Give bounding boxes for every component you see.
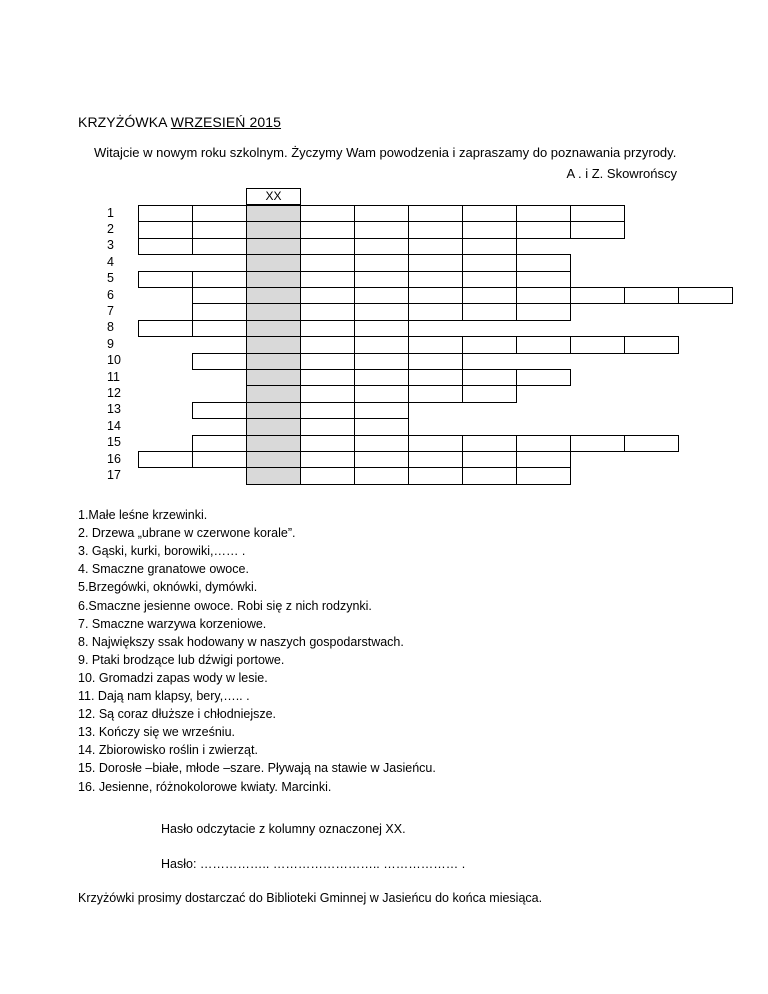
answer-cell[interactable]: [408, 254, 463, 271]
row-number: 6: [107, 287, 114, 302]
answer-cell[interactable]: [354, 336, 409, 353]
clue-item: 1.Małe leśne krzewinki.: [78, 508, 208, 522]
answer-cell[interactable]: [570, 336, 625, 353]
row-number: 8: [107, 320, 114, 335]
clue-item: 6.Smaczne jesienne owoce. Robi się z nich rodzynki.: [78, 598, 372, 613]
answer-cell[interactable]: [354, 287, 409, 304]
answer-cell[interactable]: [300, 205, 355, 222]
key-cell[interactable]: [246, 221, 301, 238]
answer-cell[interactable]: [354, 418, 409, 435]
answer-cell[interactable]: [516, 303, 571, 320]
clue-item: 11. Dają nam klapsy, bery,….. .: [78, 689, 250, 703]
footer-note: Krzyżówki prosimy dostarczać do Biblioteki Gminnej w Jasieńcu do końca miesiąca.: [78, 891, 543, 905]
answer-cell[interactable]: [300, 303, 355, 320]
answer-cell[interactable]: [192, 271, 247, 288]
answer-cell[interactable]: [408, 467, 463, 484]
key-cell[interactable]: [246, 271, 301, 288]
answer-cell[interactable]: [462, 451, 517, 468]
hint-text: Hasło odczytacie z kolumny oznaczonej XX.: [161, 822, 406, 836]
answer-cell[interactable]: [192, 303, 247, 320]
answer-cell[interactable]: [354, 353, 409, 370]
signature: A . i Z. Skowrońscy: [566, 166, 677, 181]
intro-text: Witajcie w nowym roku szkolnym. Życzymy Wam powodzenia i zapraszamy do poznawania przyrody.: [94, 145, 677, 160]
answer-cell[interactable]: [408, 369, 463, 386]
row-number: 7: [107, 303, 114, 318]
answer-line: Hasło: …………….. …………………….. ……………… .: [161, 857, 466, 871]
answer-cell[interactable]: [300, 418, 355, 435]
crossword-title: [78, 114, 281, 130]
answer-cell[interactable]: [300, 336, 355, 353]
answer-cell[interactable]: [300, 287, 355, 304]
answer-cell[interactable]: [516, 467, 571, 484]
answer-cell[interactable]: [516, 221, 571, 238]
key-column-label: XX: [246, 188, 301, 205]
key-cell[interactable]: [246, 238, 301, 255]
row-number: 13: [107, 402, 121, 417]
answer-cell[interactable]: [192, 320, 247, 337]
clue-item: 8. Największy ssak hodowany w naszych gospodarstwach.: [78, 634, 404, 649]
answer-cell[interactable]: [354, 238, 409, 255]
key-cell[interactable]: [246, 303, 301, 320]
answer-cell[interactable]: [624, 287, 679, 304]
title-prefix: KRZYŻÓWKA: [78, 114, 167, 130]
clue-item: 12. Są coraz dłuższe i chłodniejsze.: [78, 707, 277, 722]
answer-cell[interactable]: [462, 435, 517, 452]
key-cell[interactable]: [246, 369, 301, 386]
answer-cell[interactable]: [408, 435, 463, 452]
row-number: 1: [107, 205, 114, 220]
answer-cell[interactable]: [408, 205, 463, 222]
row-number: 12: [107, 385, 121, 400]
answer-cell[interactable]: [192, 205, 247, 222]
answer-cell[interactable]: [300, 238, 355, 255]
answer-cell[interactable]: [408, 221, 463, 238]
answer-cell[interactable]: [408, 238, 463, 255]
title-month: WRZESIEŃ 2015: [170, 114, 282, 130]
key-cell[interactable]: [246, 451, 301, 468]
answer-cell[interactable]: [678, 287, 733, 304]
answer-cell[interactable]: [138, 205, 193, 222]
row-number: 17: [107, 467, 121, 482]
answer-cell[interactable]: [300, 254, 355, 271]
answer-cell[interactable]: [570, 435, 625, 452]
answer-cell[interactable]: [192, 402, 247, 419]
answer-cell[interactable]: [624, 336, 679, 353]
answer-cell[interactable]: [138, 221, 193, 238]
answer-cell[interactable]: [192, 353, 247, 370]
answer-cell[interactable]: [408, 385, 463, 402]
answer-cell[interactable]: [354, 205, 409, 222]
answer-cell[interactable]: [516, 435, 571, 452]
answer-cell[interactable]: [300, 402, 355, 419]
key-cell[interactable]: [246, 320, 301, 337]
answer-cell[interactable]: [408, 287, 463, 304]
answer-cell[interactable]: [300, 385, 355, 402]
answer-cell[interactable]: [354, 303, 409, 320]
answer-cell[interactable]: [300, 320, 355, 337]
key-cell[interactable]: [246, 336, 301, 353]
answer-cell[interactable]: [462, 254, 517, 271]
clue-item: 9. Ptaki brodzące lub dźwigi portowe.: [78, 652, 285, 667]
key-cell[interactable]: [246, 435, 301, 452]
answer-cell[interactable]: [354, 221, 409, 238]
answer-cell[interactable]: [354, 402, 409, 419]
answer-cell[interactable]: [354, 435, 409, 452]
key-cell[interactable]: [246, 353, 301, 370]
key-cell[interactable]: [246, 205, 301, 222]
row-number: 14: [107, 418, 121, 433]
answer-cell[interactable]: [354, 254, 409, 271]
answer-cell[interactable]: [570, 287, 625, 304]
answer-cell[interactable]: [462, 336, 517, 353]
answer-cell[interactable]: [462, 205, 517, 222]
key-cell[interactable]: [246, 467, 301, 484]
answer-cell[interactable]: [516, 271, 571, 288]
answer-cell[interactable]: [138, 451, 193, 468]
answer-cell[interactable]: [300, 451, 355, 468]
answer-cell[interactable]: [300, 353, 355, 370]
row-number: 3: [107, 238, 114, 253]
answer-cell[interactable]: [300, 221, 355, 238]
answer-cell[interactable]: [192, 221, 247, 238]
answer-cell[interactable]: [300, 435, 355, 452]
answer-cell[interactable]: [354, 369, 409, 386]
clue-item: 15. Dorosłe –białe, młode –szare. Pływają na stawie w Jasieńcu.: [78, 761, 436, 776]
answer-cell[interactable]: [138, 271, 193, 288]
clue-item: 16. Jesienne, różnokolorowe kwiaty. Marcinki.: [78, 779, 332, 794]
answer-cell[interactable]: [516, 254, 571, 271]
answer-cell[interactable]: [516, 369, 571, 386]
clue-item: 10. Gromadzi zapas wody w lesie.: [78, 670, 268, 685]
answer-cell[interactable]: [354, 467, 409, 484]
answer-cell[interactable]: [462, 238, 517, 255]
key-cell[interactable]: [246, 402, 301, 419]
answer-cell[interactable]: [408, 271, 463, 288]
answer-cell[interactable]: [192, 435, 247, 452]
answer-cell[interactable]: [300, 271, 355, 288]
answer-cell[interactable]: [462, 467, 517, 484]
row-number: 4: [107, 254, 114, 269]
row-number: 11: [107, 369, 120, 384]
answer-cell[interactable]: [408, 336, 463, 353]
answer-cell[interactable]: [192, 287, 247, 304]
answer-cell[interactable]: [192, 238, 247, 255]
answer-cell[interactable]: [462, 385, 517, 402]
answer-cell[interactable]: [354, 320, 409, 337]
answer-cell[interactable]: [192, 451, 247, 468]
answer-cell[interactable]: [570, 221, 625, 238]
answer-cell[interactable]: [462, 271, 517, 288]
answer-cell[interactable]: [516, 205, 571, 222]
key-cell[interactable]: [246, 385, 301, 402]
answer-cell[interactable]: [624, 435, 679, 452]
clue-item: 7. Smaczne warzywa korzeniowe.: [78, 616, 267, 631]
answer-cell[interactable]: [354, 385, 409, 402]
answer-cell[interactable]: [300, 369, 355, 386]
answer-cell[interactable]: [462, 287, 517, 304]
clue-item: 4. Smaczne granatowe owoce.: [78, 562, 249, 577]
answer-cell[interactable]: [462, 369, 517, 386]
clue-item: 3. Gąski, kurki, borowiki,…… .: [78, 544, 246, 559]
answer-cell[interactable]: [408, 451, 463, 468]
answer-cell[interactable]: [516, 287, 571, 304]
clue-item: 13. Kończy się we wrześniu.: [78, 725, 236, 740]
row-number: 9: [107, 336, 114, 351]
answer-cell[interactable]: [516, 336, 571, 353]
key-cell[interactable]: [246, 287, 301, 304]
clue-item: 2. Drzewa „ubrane w czerwone korale”.: [78, 526, 296, 541]
answer-cell[interactable]: [408, 303, 463, 320]
clue-item: 5.Brzegówki, oknówki, dymówki.: [78, 580, 258, 595]
clue-item: 14. Zbiorowisko roślin i zwierząt.: [78, 743, 258, 758]
row-number: 15: [107, 435, 121, 450]
answer-cell[interactable]: [462, 303, 517, 320]
answer-cell[interactable]: [138, 238, 193, 255]
answer-cell[interactable]: [354, 451, 409, 468]
row-number: 10: [107, 353, 121, 368]
answer-cell[interactable]: [300, 467, 355, 484]
key-cell[interactable]: [246, 254, 301, 271]
key-cell[interactable]: [246, 418, 301, 435]
answer-cell[interactable]: [408, 353, 463, 370]
answer-cell[interactable]: [570, 205, 625, 222]
row-number: 5: [107, 271, 114, 286]
answer-cell[interactable]: [354, 271, 409, 288]
answer-cell[interactable]: [516, 451, 571, 468]
answer-cell[interactable]: [138, 320, 193, 337]
answer-cell[interactable]: [462, 221, 517, 238]
row-number: 2: [107, 221, 114, 236]
row-number: 16: [107, 451, 121, 466]
